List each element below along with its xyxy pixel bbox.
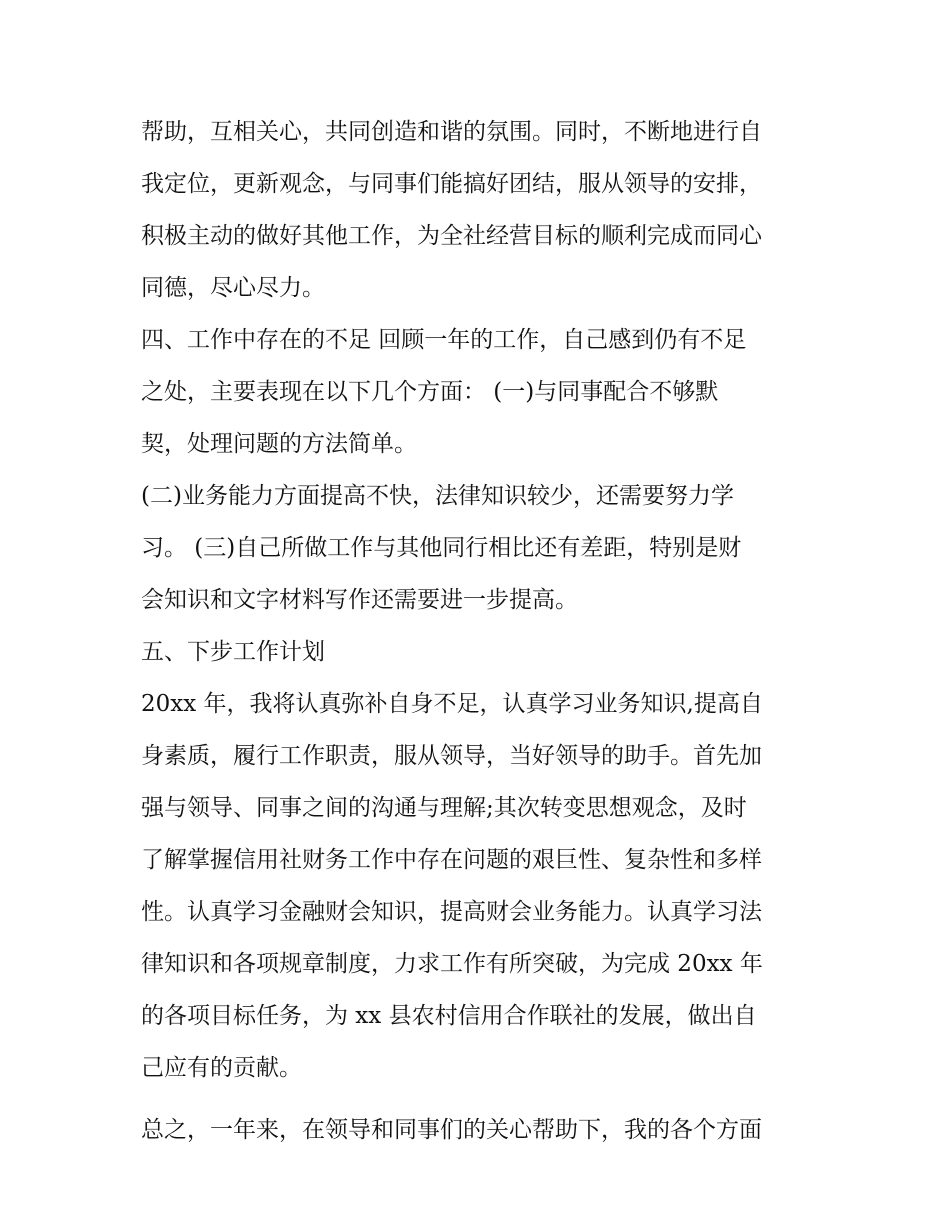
text-line: 我定位，更新观念，与同事们能搞好团结，服从领导的安排， <box>141 171 762 197</box>
text-line: 之处，主要表现在以下几个方面： (一)与同事配合不够默 <box>141 379 719 405</box>
text-line: 20xx 年，我将认真弥补自身不足，认真学习业务知识,提高自 <box>141 691 763 717</box>
section-heading-4: 四、工作中存在的不足 回顾一年的工作，自己感到仍有不足 <box>141 327 747 353</box>
text-line: 习。 (三)自己所做工作与其他同行相比还有差距，特别是财 <box>141 535 742 561</box>
body-text <box>141 106 821 1156</box>
text-line: 契，处理问题的方法简单。 <box>141 431 417 457</box>
text-line: 身素质，履行工作职责，服从领导，当好领导的助手。首先加 <box>141 743 762 769</box>
text-line: 了解掌握信用社财务工作中存在问题的艰巨性、复杂性和多样 <box>141 847 762 873</box>
text-line: 积极主动的做好其他工作，为全社经营目标的顺利完成而同心 <box>141 223 762 249</box>
text-line: 己应有的贡献。 <box>141 1055 302 1081</box>
text-line: 总之，一年来，在领导和同事们的关心帮助下，我的各个方面 <box>141 1117 762 1143</box>
text-line: 的各项目标任务，为 xx 县农村信用合作联社的发展，做出自 <box>141 1003 757 1029</box>
text-line: 帮助，互相关心，共同创造和谐的氛围。同时，不断地进行自 <box>141 119 762 145</box>
text-line: 同德，尽心尽力。 <box>141 275 325 301</box>
text-line: (二)业务能力方面提高不快，法律知识较少，还需要努力学 <box>141 483 734 509</box>
text-line: 会知识和文字材料写作还需要进一步提高。 <box>141 587 578 613</box>
section-heading-5: 五、下步工作计划 <box>141 639 325 665</box>
text-line: 律知识和各项规章制度，力求工作有所突破，为完成 20xx 年 <box>141 951 763 977</box>
text-line: 性。认真学习金融财会知识，提高财会业务能力。认真学习法 <box>141 899 762 925</box>
text-line: 强与领导、同事之间的沟通与理解;其次转变思想观念，及时 <box>141 795 747 821</box>
